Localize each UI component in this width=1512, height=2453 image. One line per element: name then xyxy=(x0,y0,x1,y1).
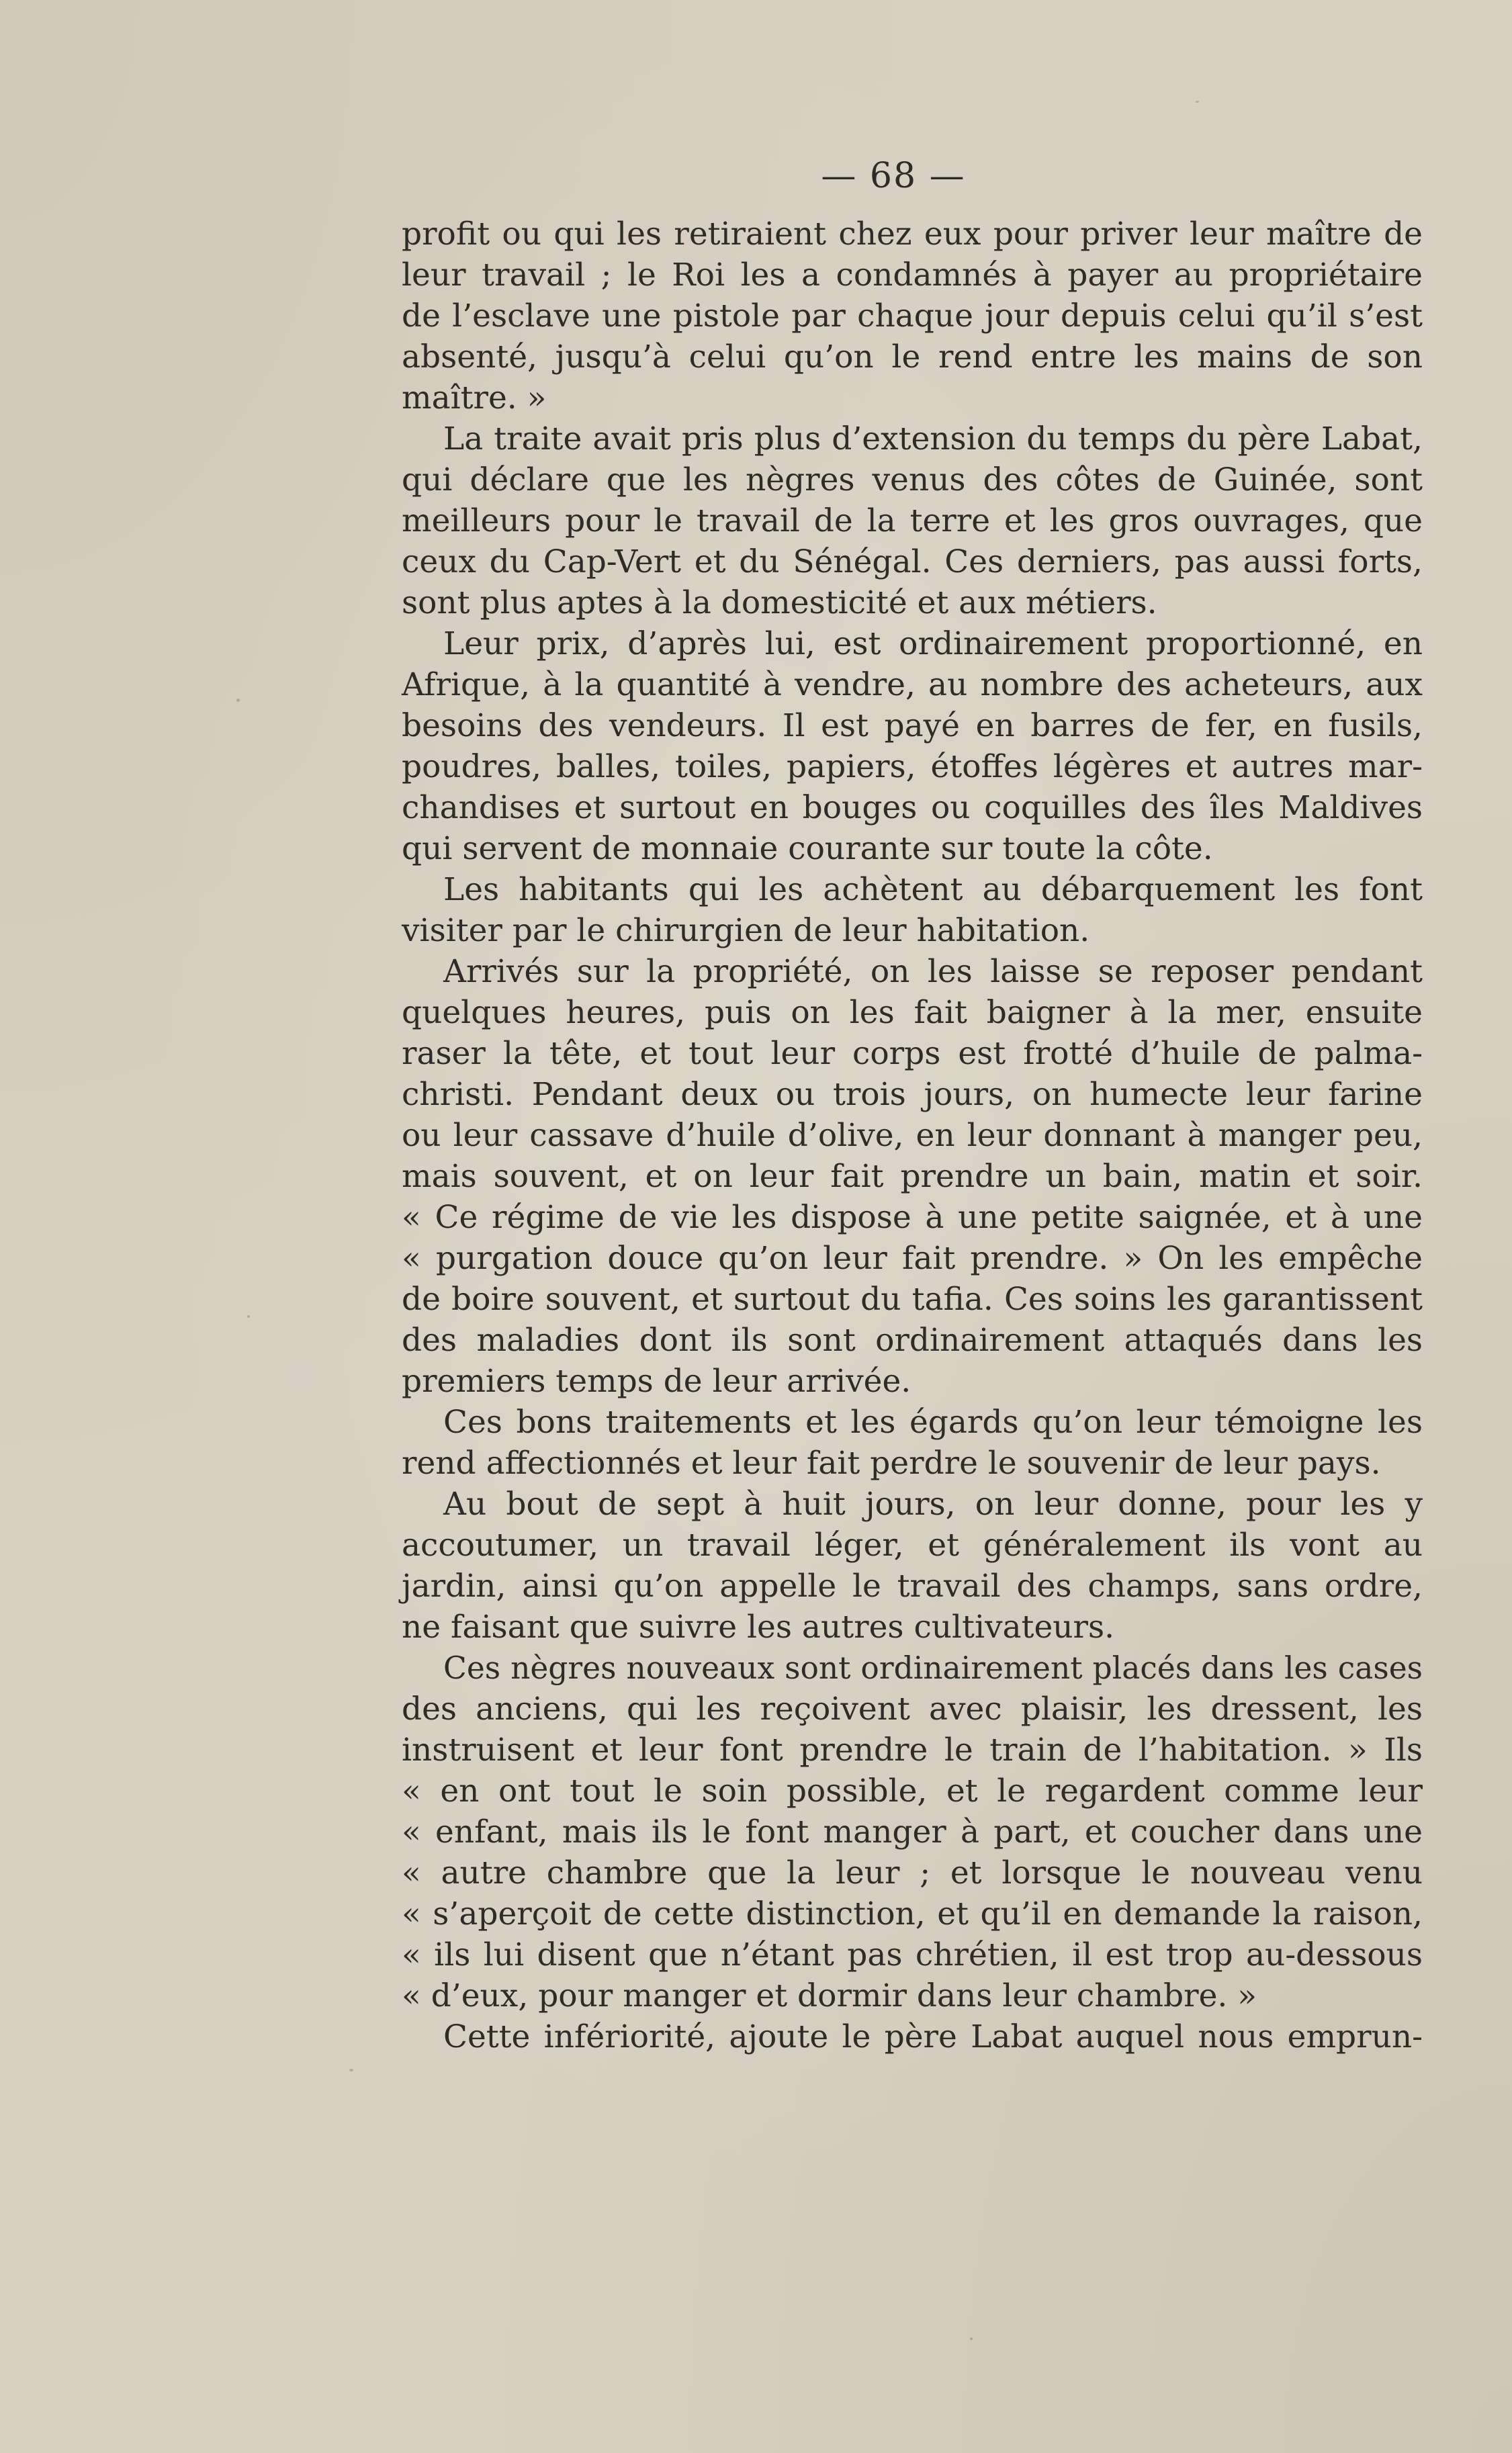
text-line: visiter par le chirurgien de leur habitation. xyxy=(402,912,1090,949)
text-line: « en ont tout le soin possible, et le regardent comme leur xyxy=(402,1773,1423,1810)
text-line: « s’aperçoit de cette distinction, et qu’il en demande la raison, xyxy=(402,1896,1423,1932)
text-line: sont plus aptes à la domesticité et aux métiers. xyxy=(402,584,1157,621)
text-line: qui déclare que les nègres venus des côtes de Guinée, sont xyxy=(402,461,1423,498)
text-line: chandises et surtout en bouges ou coquilles des îles Maldives xyxy=(402,789,1423,826)
text-line: Ces nègres nouveaux sont ordinairement placés dans les cases xyxy=(443,1650,1423,1686)
text-line: Ces bons traitements et les égards qu’on leur témoigne les xyxy=(443,1404,1423,1441)
text-line: La traite avait pris plus d’extension du temps du père Labat, xyxy=(443,420,1423,457)
text-line: Leur prix, d’après lui, est ordinairement proportionné, en xyxy=(443,625,1423,662)
body-text xyxy=(402,214,1423,2057)
text-line: instruisent et leur font prendre le train de l’habitation. » Ils xyxy=(402,1732,1423,1769)
text-line: Afrique, à la quantité à vendre, au nombre des acheteurs, aux xyxy=(402,666,1423,703)
text-line: « Ce régime de vie les dispose à une petite saignée, et à une xyxy=(402,1199,1423,1236)
text-line: quelques heures, puis on les fait baigner à la mer, ensuite xyxy=(402,994,1423,1031)
text-line: Les habitants qui les achètent au débarquement les font xyxy=(443,871,1423,908)
text-line: leur travail ; le Roi les a condamnés à payer au propriétaire xyxy=(402,257,1423,294)
text-line: « enfant, mais ils le font manger à part, et coucher dans une xyxy=(402,1814,1423,1850)
text-line: de boire souvent, et surtout du tafia. Ces soins les garantissent xyxy=(402,1281,1423,1318)
text-line: ceux du Cap-Vert et du Sénégal. Ces derniers, pas aussi forts, xyxy=(402,543,1423,580)
text-line: profit ou qui les retiraient chez eux pour priver leur maître de xyxy=(402,216,1423,253)
text-line: « d’eux, pour manger et dormir dans leur chambre. » xyxy=(402,1977,1257,2014)
text-line: des maladies dont ils sont ordinairement attaqués dans les xyxy=(402,1322,1423,1359)
text-line: Au bout de sept à huit jours, on leur donne, pour les y xyxy=(443,1486,1423,1523)
page-number: — 68 — xyxy=(821,156,966,196)
text-line: besoins des vendeurs. Il est payé en barres de fer, en fusils, xyxy=(402,707,1423,744)
text-line: de l’esclave une pistole par chaque jour depuis celui qu’il s’est xyxy=(402,298,1423,334)
text-line: raser la tête, et tout leur corps est frotté d’huile de palma- xyxy=(402,1035,1423,1072)
text-line: meilleurs pour le travail de la terre et les gros ouvrages, que xyxy=(402,502,1423,539)
paper-speck xyxy=(349,2069,353,2071)
text-line: Cette infériorité, ajoute le père Labat auquel nous emprun- xyxy=(443,2018,1423,2055)
text-line: premiers temps de leur arrivée. xyxy=(402,1363,911,1400)
text-line: christi. Pendant deux ou trois jours, on humecte leur farine xyxy=(402,1076,1423,1113)
text-line: des anciens, qui les reçoivent avec plaisir, les dressent, les xyxy=(402,1691,1423,1728)
text-line: mais souvent, et on leur fait prendre un bain, matin et soir. xyxy=(402,1158,1423,1195)
paper-speck xyxy=(970,2337,973,2340)
paper-speck xyxy=(236,699,240,702)
paper-speck xyxy=(247,1315,250,1318)
text-line: rend affectionnés et leur fait perdre le souvenir de leur pays. xyxy=(402,1445,1381,1482)
text-line: absenté, jusqu’à celui qu’on le rend entre les mains de son xyxy=(402,339,1423,375)
text-line: jardin, ainsi qu’on appelle le travail des champs, sans ordre, xyxy=(402,1568,1423,1605)
text-line: maître. » xyxy=(402,380,547,416)
text-line: ne faisant que suivre les autres cultivateurs. xyxy=(402,1609,1115,1646)
text-line: qui servent de monnaie courante sur toute la côte. xyxy=(402,830,1213,867)
text-line: Arrivés sur la propriété, on les laisse se reposer pendant xyxy=(443,953,1423,990)
paper-speck xyxy=(1196,101,1199,103)
text-line: ou leur cassave d’huile d’olive, en leur donnant à manger peu, xyxy=(402,1117,1423,1154)
text-line: « ils lui disent que n’étant pas chrétien, il est trop au-dessous xyxy=(402,1936,1423,1973)
text-line: « purgation douce qu’on leur fait prendre. » On les empêche xyxy=(402,1240,1423,1277)
text-line: « autre chambre que la leur ; et lorsque le nouveau venu xyxy=(402,1855,1423,1891)
text-line: poudres, balles, toiles, papiers, étoffes légères et autres mar- xyxy=(402,748,1423,785)
text-line: accoutumer, un travail léger, et généralement ils vont au xyxy=(402,1527,1423,1564)
